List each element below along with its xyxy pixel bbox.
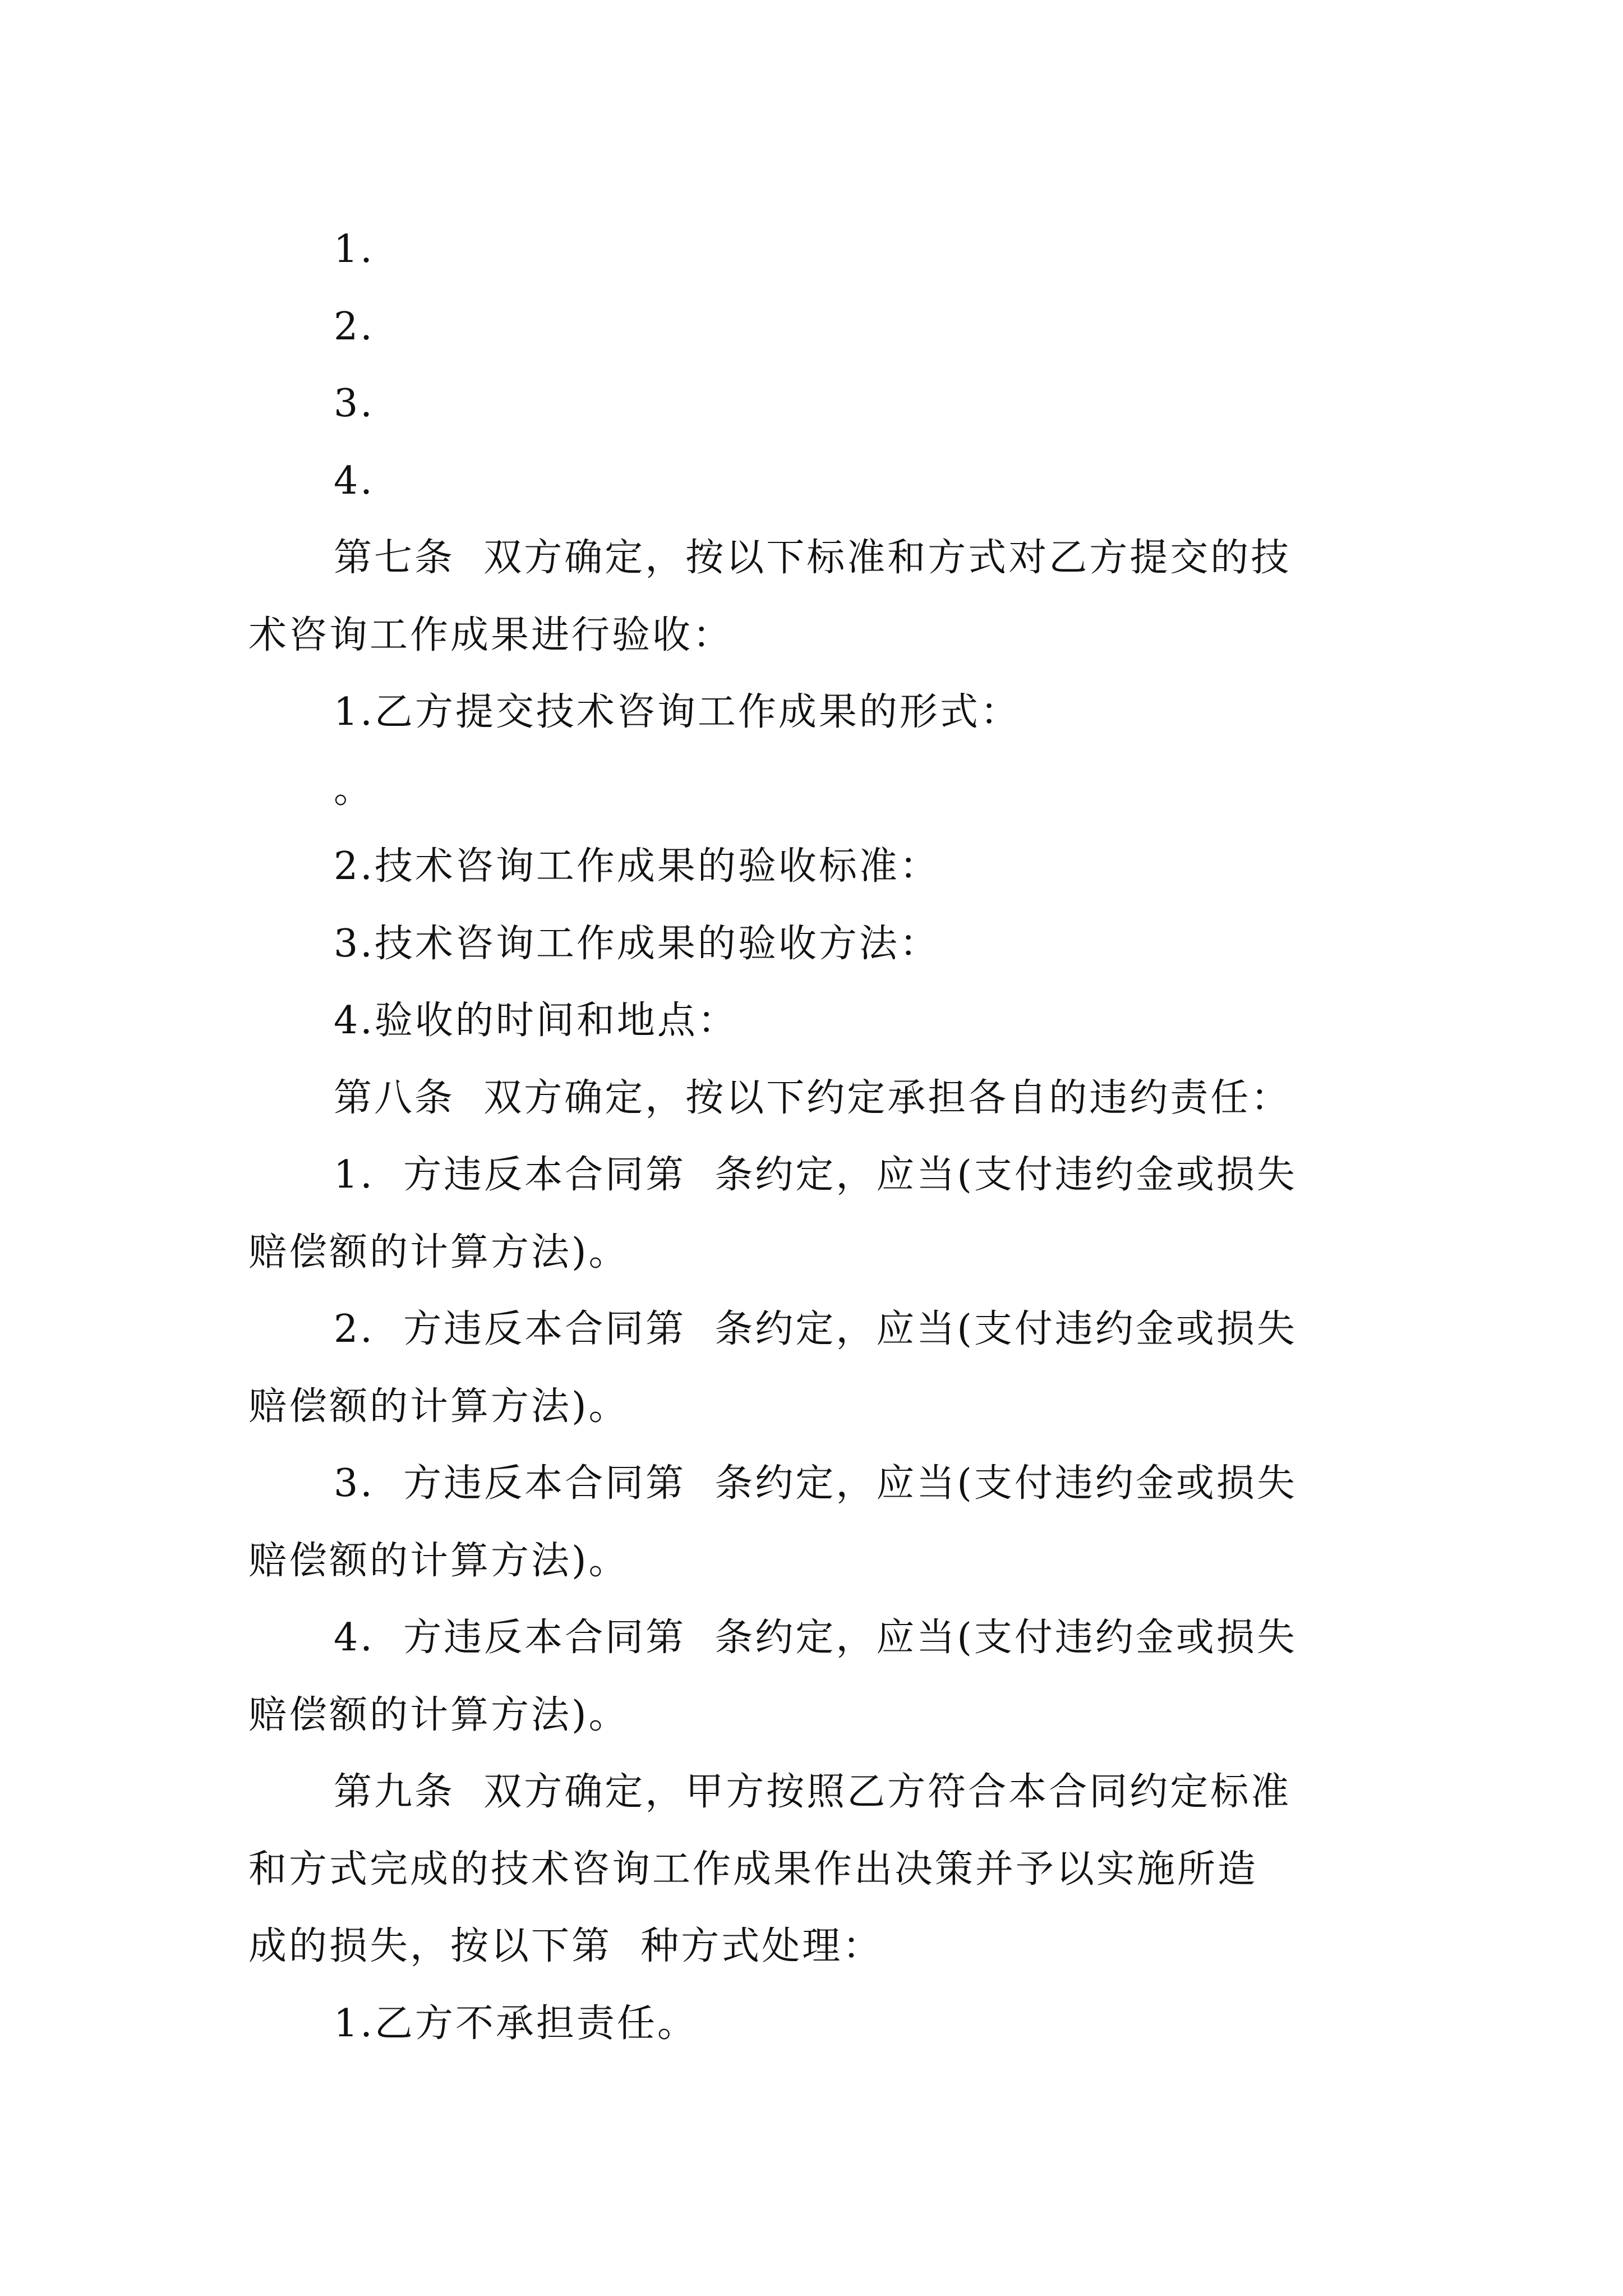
article-7-item-3: 3.技术咨询工作成果的验收方法：	[334, 921, 940, 966]
article-7-item-1-end: 。	[334, 767, 375, 812]
list-item-blank-2: 2.	[334, 304, 375, 349]
article-7-item-4: 4.验收的时间和地点：	[334, 999, 738, 1043]
list-item-blank-3: 3.	[334, 381, 375, 426]
document-body	[248, 211, 1393, 2062]
article-8-item-2-continuation: 赔偿额的计算方法)。	[248, 1384, 629, 1429]
article-7-item-2: 2.技术咨询工作成果的验收标准：	[334, 844, 940, 889]
article-9-continuation-2: 成的损失，按以下第 种方式处理：	[248, 1924, 883, 1968]
article-8-heading: 第八条 双方确定，按以下约定承担各自的违约责任：	[334, 1075, 1292, 1120]
article-9-continuation-1: 和方式完成的技术咨询工作成果作出决策并予以实施所造	[248, 1847, 1258, 1892]
article-7-continuation: 术咨询工作成果进行验收：	[248, 613, 734, 657]
article-8-item-4-continuation: 赔偿额的计算方法)。	[248, 1692, 629, 1737]
article-8-item-4: 4. 方违反本合同第 条约定，应当(支付违约金或损失	[334, 1616, 1297, 1660]
article-8-item-1-continuation: 赔偿额的计算方法)。	[248, 1230, 629, 1274]
article-8-item-1: 1. 方违反本合同第 条约定，应当(支付违约金或损失	[334, 1153, 1297, 1197]
article-9-heading: 第九条 双方确定，甲方按照乙方符合本合同约定标准	[334, 1770, 1292, 1814]
article-9-item-1: 1.乙方不承担责任。	[334, 2001, 698, 2046]
list-item-blank-1: 1.	[334, 227, 375, 272]
article-8-item-3-continuation: 赔偿额的计算方法)。	[248, 1538, 629, 1583]
article-7-heading: 第七条 双方确定，按以下标准和方式对乙方提交的技	[334, 536, 1292, 580]
article-7-item-1: 1.乙方提交技术咨询工作成果的形式：	[334, 690, 1021, 734]
article-8-item-2: 2. 方违反本合同第 条约定，应当(支付违约金或损失	[334, 1307, 1297, 1351]
list-item-blank-4: 4.	[334, 458, 375, 503]
article-8-item-3: 3. 方违反本合同第 条约定，应当(支付违约金或损失	[334, 1461, 1297, 1506]
